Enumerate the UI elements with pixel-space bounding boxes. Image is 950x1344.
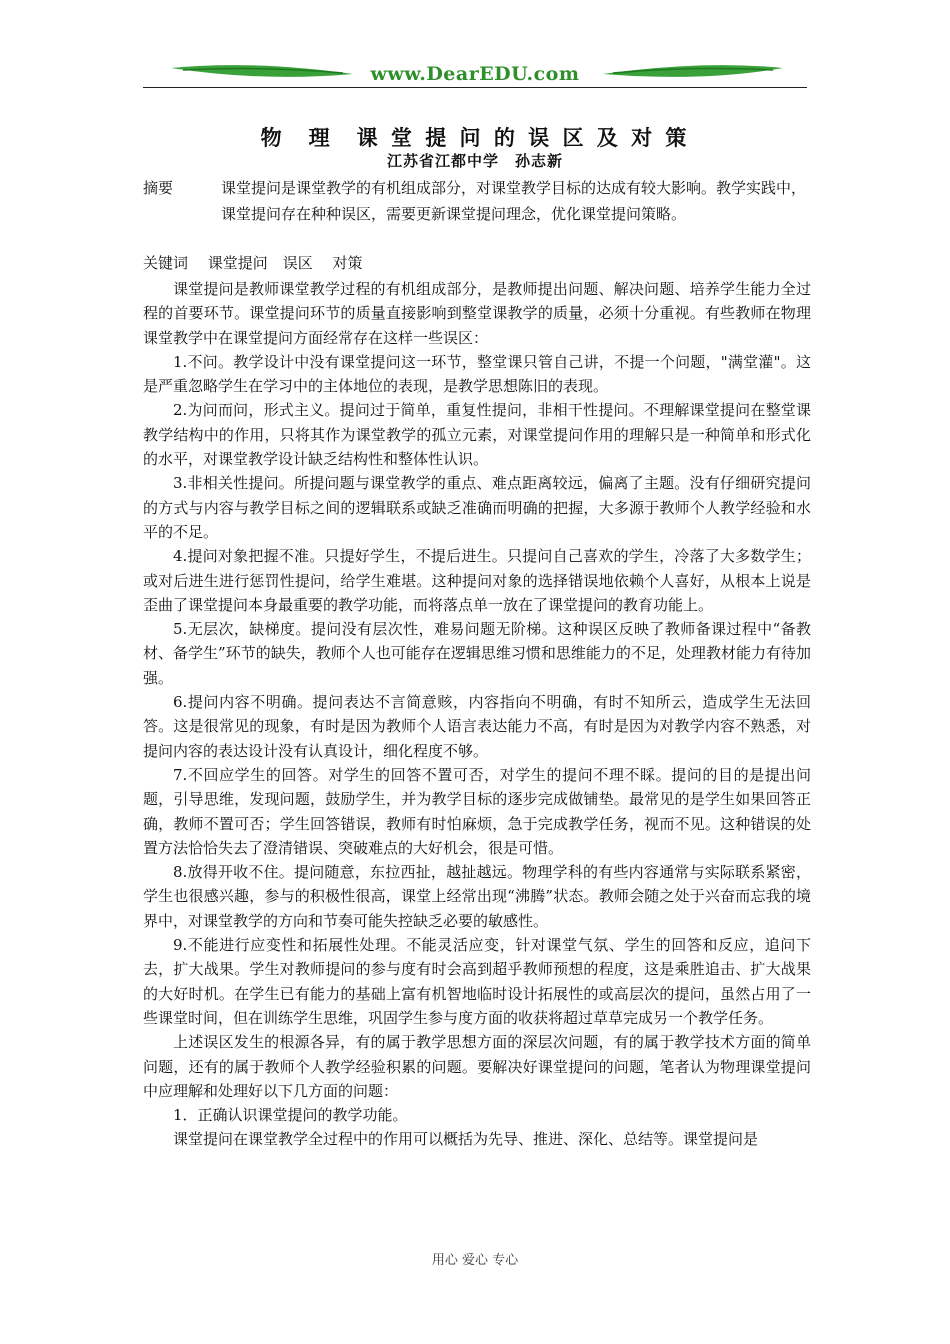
page-footer: 用心 爱心 专心 <box>431 1253 519 1268</box>
abstract-text: 课堂提问是课堂教学的有机组成部分，对课堂教学目标的达成有较大影响。教学实践中，课堂提问存在种种误区，需要更新课堂提问理念，优化课堂提问策略。 <box>221 179 807 223</box>
paragraph: 上述误区发生的根源各异，有的属于教学思想方面的深层次问题，有的属于教学技术方面的简单问题，还有的属于教师个人教学经验积累的问题。要解决好课堂提问的问题，笔者认为物理课堂提问中应理解和处理好以下几方面的问题： <box>143 1033 811 1100</box>
article-body <box>143 277 811 1152</box>
paragraph: 4.提问对象把握不准。只提好学生，不提后进生。只提问自己喜欢的学生，冷落了大多数学生；或对后进生进行惩罚性提问，给学生难堪。这种提问对象的选择错误地依赖个人喜好，从根本上说是歪曲了课堂提问本身最重要的教学功能，而将落点单一放在了课堂提问的教育功能上。 <box>143 547 811 614</box>
author-line: 江苏省江都中学 孙志新 <box>386 152 563 170</box>
keywords-line: 关键词 课堂提问 误区 对策 <box>143 254 363 272</box>
paragraph: 课堂提问在课堂教学全过程中的作用可以概括为先导、推进、深化、总结等。课堂提问是 <box>173 1130 759 1149</box>
paragraph: 1.不问。教学设计中没有课堂提问这一环节，整堂课只管自己讲，不提一个问题，"满堂灌"。这是严重忽略学生在学习中的主体地位的表现，是教学思想陈旧的表现。 <box>143 352 811 396</box>
paragraph: 课堂提问是教师课堂教学过程的有机组成部分，是教师提出问题、解决问题、培养学生能力全过程的首要环节。课堂提问环节的质量直接影响到整堂课教学的质量，必须十分重视。有些教师在物理课堂教学中在课堂提问方面经常存在这样一些误区： <box>143 280 811 347</box>
paragraph: 5.无层次，缺梯度。提问没有层次性，难易问题无阶梯。这种误区反映了教师备课过程中“备教材、备学生”环节的缺失，教师个人也可能存在逻辑思维习惯和思维能力的不足，处理教材能力有待加强。 <box>143 620 811 687</box>
paragraph: 6.提问内容不明确。提问表达不言简意赅，内容指向不明确，有时不知所云，造成学生无法回答。这是很常见的现象，有时是因为教师个人语言表达能力不高，有时是因为对教学内容不熟悉，对提问内容的表达设计没有认真设计，细化程度不够。 <box>143 693 811 760</box>
paragraph: 2.为问而问，形式主义。提问过于简单，重复性提问，非相干性提问。不理解课堂提问在整堂课教学结构中的作用，只将其作为课堂教学的孤立元素，对课堂提问作用的理解只是一种简单和形式化的水平，对课堂教学设计缺乏结构性和整体性认识。 <box>143 401 811 469</box>
site-url-logo: www.DearEDU.com <box>370 63 580 85</box>
paragraph: 3.非相关性提问。所提问题与课堂教学的重点、难点距离较远，偏离了主题。没有仔细研究提问的方式与内容与教学目标之间的逻辑联系或缺乏准确而明确的把握，大多源于教师个人教学经验和水平的不足。 <box>143 474 811 541</box>
header-divider <box>143 87 807 88</box>
page-title: 物 理 课 堂 提 问 的 误 区 及 对 策 <box>260 126 690 150</box>
abstract-label: 摘要 <box>143 179 174 197</box>
section-heading: 1．正确认识课堂提问的教学功能。 <box>173 1106 408 1125</box>
site-header-banner <box>143 58 807 92</box>
paragraph: 8.放得开收不住。提问随意，东拉西扯，越扯越远。物理学科的有些内容通常与实际联系紧密，学生也很感兴趣，参与的积极性很高，课堂上经常出现“沸腾”状态。教师会随之处于兴奋而忘我的境界中，对课堂教学的方向和节奏可能失控缺乏必要的敏感性。 <box>143 863 811 930</box>
paragraph: 9.不能进行应变性和拓展性处理。不能灵活应变，针对课堂气氛、学生的回答和反应，追问下去，扩大战果。学生对教师提问的参与度有时会高到超乎教师预想的程度，这是乘胜追击、扩大战果的大好时机。在学生已有能力的基础上富有机智地临时设计拓展性的或高层次的提问，虽然占用了一些课堂时间，但在训练学生思维，巩固学生参与度方面的收获将超过草草完成另一个教学任务。 <box>143 936 811 1027</box>
paragraph: 7.不回应学生的回答。对学生的回答不置可否，对学生的提问不理不睬。提问的目的是提出问题，引导思维，发现问题，鼓励学生，并为教学目标的逐步完成做铺垫。最常见的是学生如果回答正确，教师不置可否；学生回答错误，教师有时怕麻烦，急于完成教学任务，视而不见。这种错误的处置方法恰恰失去了澄清错误、突破难点的大好机会，很是可惜。 <box>143 765 811 857</box>
